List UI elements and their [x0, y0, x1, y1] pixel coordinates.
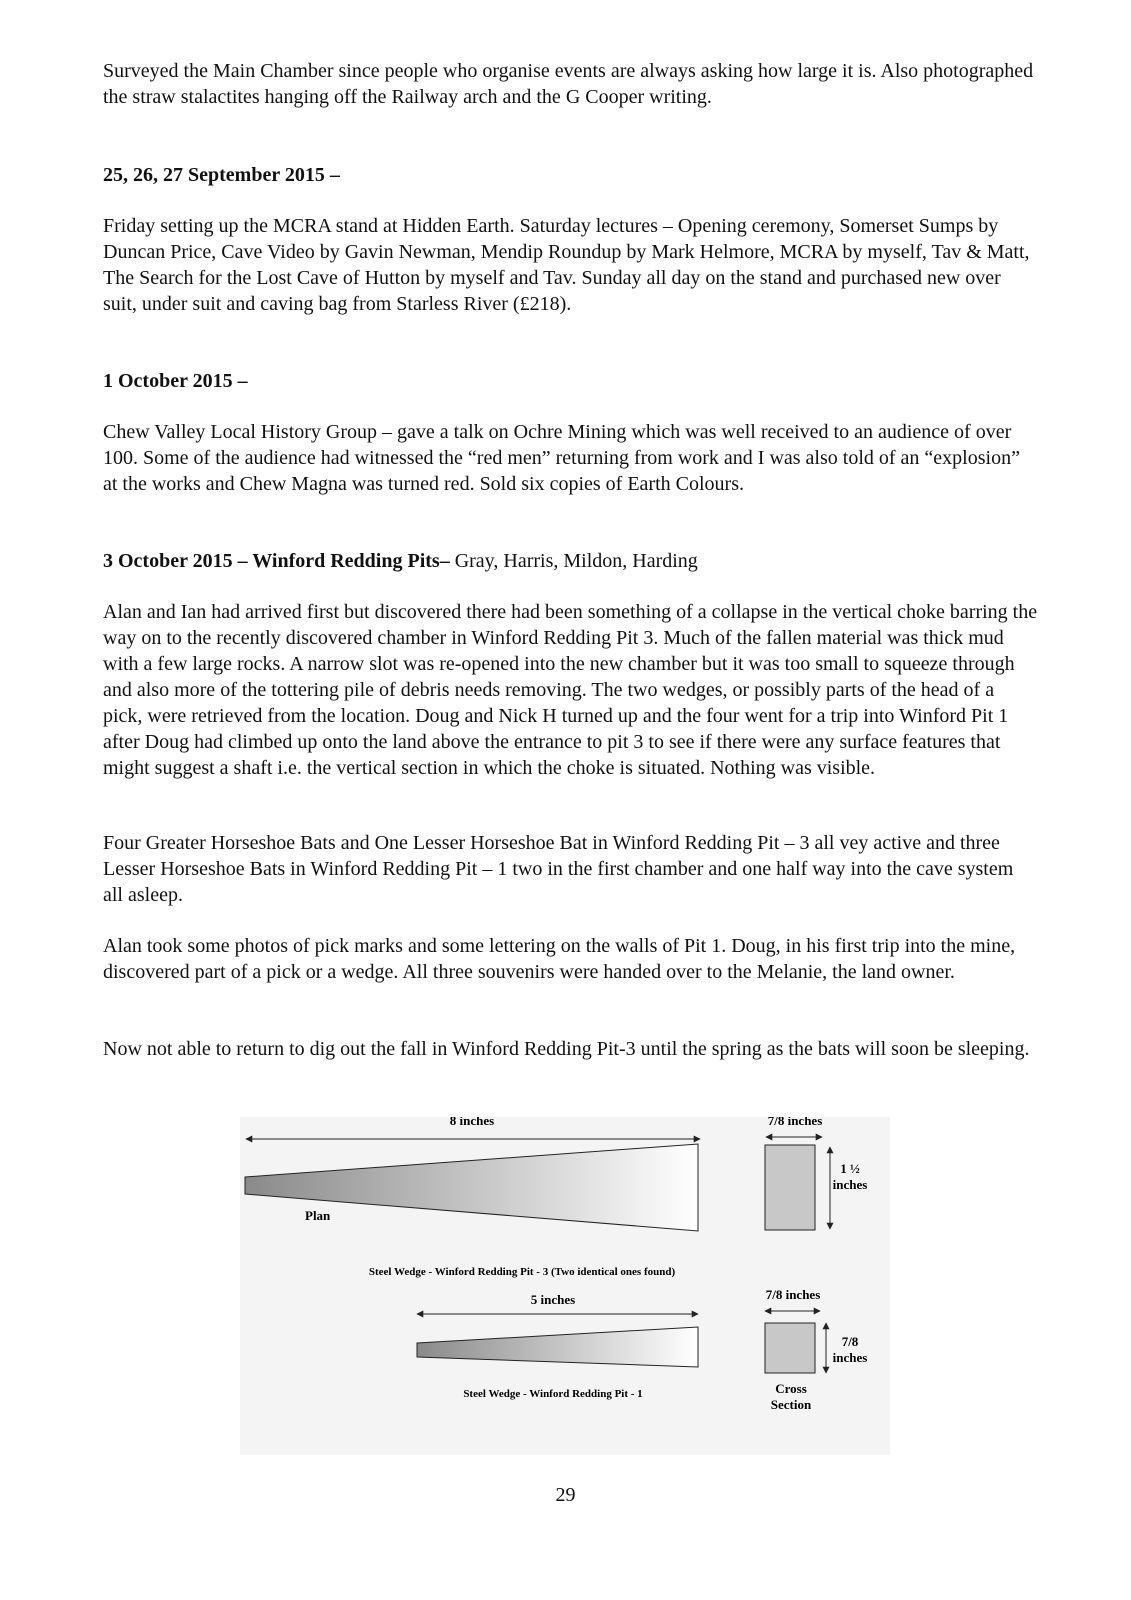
paragraph-return — [103, 1016, 1038, 1082]
wedge-diagram — [240, 1117, 890, 1455]
heading-text: 25, 26, 27 September 2015 – — [103, 164, 340, 186]
paragraph-chew-valley — [103, 399, 1038, 517]
heading-bold-text: 3 October 2015 – Winford Redding Pits– — [103, 550, 450, 572]
wedge-2-group — [417, 1287, 867, 1412]
wedge-1-plan-label: Plan — [305, 1208, 331, 1223]
paragraph-bats — [103, 810, 1038, 928]
paragraph-text: Alan and Ian had arrived first but discovered there had been something of a collapse in the vertical choke barring the way on to the recently discovered chamber in Winford Redding Pit 3. Much of the fallen material was thick mud with a few large rocks. A narrow slot was re-opened into the new chamber but it was too small to squeeze through and also more of the tottering pile of debris needs removing. The two wedges, or possibly parts of the head of a pick, were retrieved from the location. Doug and Nick H turned up and the four went for a trip into Winford Pit 1 after Doug had climbed up onto the land above the entrance to pit 3 to see if there were any surface features that might suggest a shaft i.e. the vertical section in which the choke is situated. Nothing was visible. — [103, 601, 1038, 779]
paragraph-text: Chew Valley Local History Group – gave a talk on Ochre Mining which was well received to an audience of over 100. Some of the audience had witnessed the “red men” returning from work and I was also told of an “explosion” at the works and Chew Magna was turned red. Sold six copies of Earth Colours. — [103, 421, 1020, 495]
heading-attendees: Gray, Harris, Mildon, Harding — [449, 550, 698, 572]
wedge-2-cross-section — [765, 1323, 815, 1373]
wedge-1-xsec-height-value: 1 ½ — [840, 1161, 860, 1176]
wedge-1-xsec-width-label: 7/8 inches — [767, 1117, 823, 1128]
paragraph-photos — [103, 913, 1038, 1005]
wedge-2-caption: Steel Wedge - Winford Redding Pit - 1 — [463, 1388, 643, 1400]
page-number: 29 — [555, 1484, 576, 1506]
wedge-1-group — [245, 1117, 867, 1278]
paragraph-text: Four Greater Horseshoe Bats and One Lesser Horseshoe Bat in Winford Redding Pit – 3 all vey active and three Lesser Horseshoe Bats in Winford Redding Pit – 1 two in the first chamber and one half way into the cave system all asleep. — [103, 832, 1014, 906]
cross-section-label-line-1: Cross — [775, 1381, 807, 1396]
paragraph-hidden-earth — [103, 193, 1038, 337]
paragraph-text: Now not able to return to dig out the fall in Winford Redding Pit-3 until the spring as the bats will soon be sleeping. — [103, 1038, 1030, 1060]
wedge-2-xsec-height-unit: inches — [832, 1350, 868, 1365]
paragraph-text: Alan took some photos of pick marks and some lettering on the walls of Pit 1. Doug, in his first trip into the mine, discovered part of a pick or a wedge. All three souvenirs were handed over to the Melanie, the land owner. — [103, 935, 1016, 983]
wedge-2-length-label: 5 inches — [530, 1292, 576, 1307]
wedge-1-cross-section — [765, 1145, 815, 1230]
paragraph-survey — [103, 38, 1038, 130]
paragraph-winford-dig — [103, 579, 1038, 801]
heading-text: 1 October 2015 – — [103, 370, 248, 392]
wedge-2-xsec-height-value: 7/8 — [841, 1334, 859, 1349]
paragraph-text: Surveyed the Main Chamber since people who organise events are always asking how large it is. Also photographed the straw stalactites hanging off the Railway arch and the G Cooper writing. — [103, 60, 1034, 108]
wedge-2-plan-shape — [417, 1327, 698, 1367]
cross-section-label-line-2: Section — [770, 1397, 812, 1412]
wedge-1-length-label: 8 inches — [449, 1117, 495, 1128]
wedge-1-caption: Steel Wedge - Winford Redding Pit - 3 (Two identical ones found) — [368, 1266, 676, 1278]
paragraph-text: Friday setting up the MCRA stand at Hidden Earth. Saturday lectures – Opening ceremony, Somerset Sumps by Duncan Price, Cave Video by Gavin Newman, Mendip Roundup by Mark Helmore, MCRA by myself, Tav & Matt, The Search for the Lost Cave of Hutton by myself and Tav. Sunday all day on the stand and purchased new over suit, under suit and caving bag from Starless River (£218). — [103, 215, 1030, 315]
wedge-2-xsec-width-label: 7/8 inches — [765, 1287, 821, 1302]
wedge-1-xsec-height-unit: inches — [832, 1177, 868, 1192]
